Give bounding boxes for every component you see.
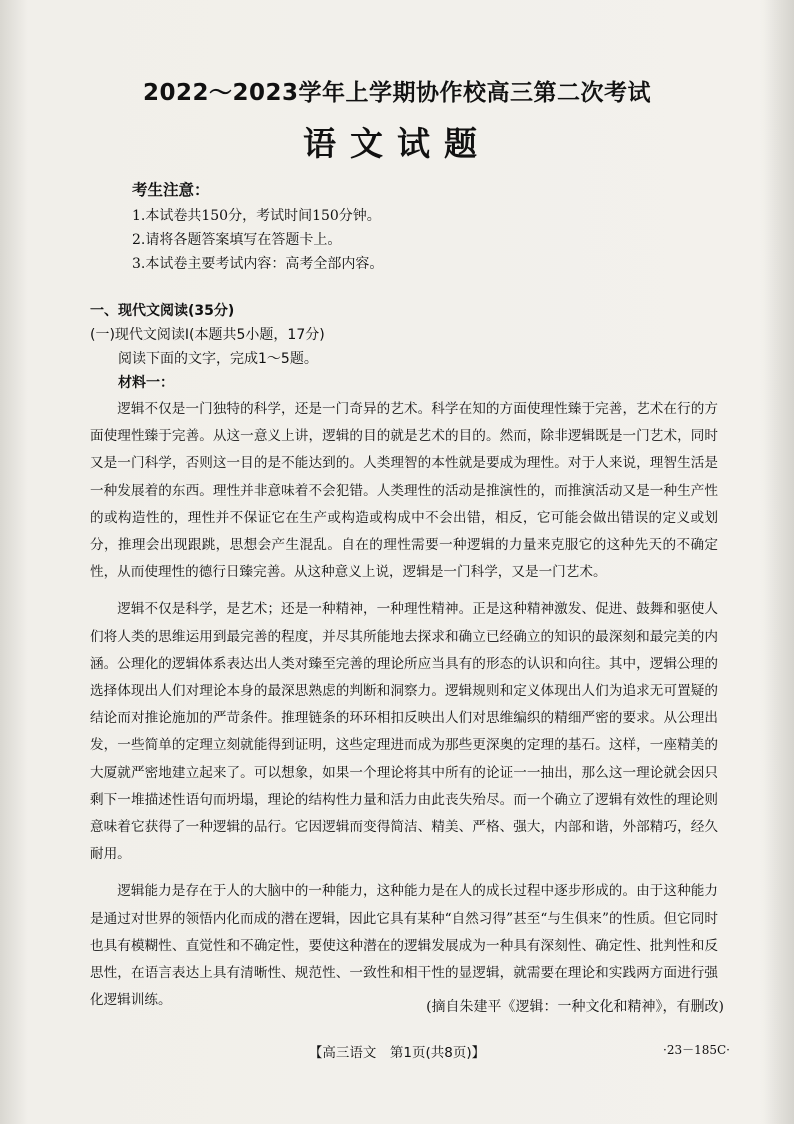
- passage: [90, 396, 718, 1024]
- page-shadow: [764, 0, 794, 1124]
- subject-title: 语文试题: [303, 124, 491, 163]
- notice-item: 3.本试卷主要考试内容：高考全部内容。: [132, 256, 384, 272]
- passage-paragraph: 逻辑能力是存在于人的大脑中的一种能力，这种能力是在人的成长过程中逐步形成的。由于这种能力是通过对世界的领悟内化而成的潜在逻辑，因此它具有某种“自然习得”甚至“与生俱来”的性质。但它同时也具有模糊性、直觉性和不确定性，要使这种潜在的逻辑发展成为一种具有深刻性、确定性、批判性和反思性，在语言表达上具有清晰性、规范性、一致性和相干性的显逻辑，就需要在理论和实践两方面进行强化逻辑训练。: [90, 883, 718, 1009]
- source-citation: (摘自朱建平《逻辑：一种文化和精神》，有删改): [426, 999, 724, 1015]
- page-footer: 【高三语文 第1页(共8页)】: [308, 1045, 486, 1061]
- notice-heading: 考生注意：: [132, 181, 210, 199]
- exam-code: ·23－185C·: [663, 1043, 730, 1057]
- reading-instruction: 阅读下面的文字，完成1～5题。: [118, 351, 318, 367]
- notice-list: [132, 204, 383, 276]
- material-label: 材料一：: [118, 375, 174, 391]
- passage-paragraph: 逻辑不仅是科学，是艺术；还是一种精神，一种理性精神。正是这种精神激发、促进、鼓舞和驱使人们将人类的思维运用到最完善的程度，并尽其所能地去探求和确立已经确立的知识的最深刻和最完美的内涵。公理化的逻辑体系表达出人类对臻至完善的理论所应当具有的形态的认识和向往。其中，逻辑公理的选择体现出人们对理论本身的最深思熟虑的判断和洞察力。逻辑规则和定义体现出人们为追求无可置疑的结论而对推论施加的严苛条件。推理链条的环环相扣反映出人们对思维编织的精细严密的要求。从公理出发，一些简单的定理立刻就能得到证明，这些定理进而成为那些更深奥的定理的基石。这样，一座精美的大厦就严密地建立起来了。可以想象，如果一个理论将其中所有的论证一一抽出，那么这一理论就会因只剩下一堆描述性语句而坍塌，理论的结构性力量和活力由此丧失殆尽。而一个确立了逻辑有效性的理论则意味着它获得了一种逻辑的品行。它因逻辑而变得简洁、精美、严格、强大，内部和谐，外部精巧，经久耐用。: [90, 601, 718, 863]
- exam-title: 2022～2023学年上学期协作校高三第二次考试: [142, 80, 652, 106]
- section-title: 一、现代文阅读(35分): [90, 303, 235, 319]
- notice-item: 1.本试卷共150分，考试时间150分钟。: [132, 208, 381, 224]
- subsection-title: (一)现代文阅读Ⅰ(本题共5小题，17分): [90, 327, 325, 343]
- passage-paragraph: 逻辑不仅是一门独特的科学，还是一门奇异的艺术。科学在知的方面使理性臻于完善，艺术在行的方面使理性臻于完善。从这一意义上讲，逻辑的目的就是艺术的目的。然而，除非逻辑既是一门艺术，同时又是一门科学，否则这一目的是不能达到的。人类理智的本性就是要成为理性。对于人来说，理智生活是一种发展着的东西。理性并非意味着不会犯错。人类理性的活动是推演性的，而推演活动又是一种生产性的或构造性的，理性并不保证它在生产或构造或构成中不会出错，相反，它可能会做出错误的定义或划分，推理会出现跟跳，思想会产生混乱。自在的理性需要一种逻辑的力量来克服它的这种先天的不确定性，从而使理性的德行日臻完善。从这种意义上说，逻辑是一门科学，又是一门艺术。: [90, 401, 718, 581]
- notice-item: 2.请将各题答案填写在答题卡上。: [132, 232, 342, 248]
